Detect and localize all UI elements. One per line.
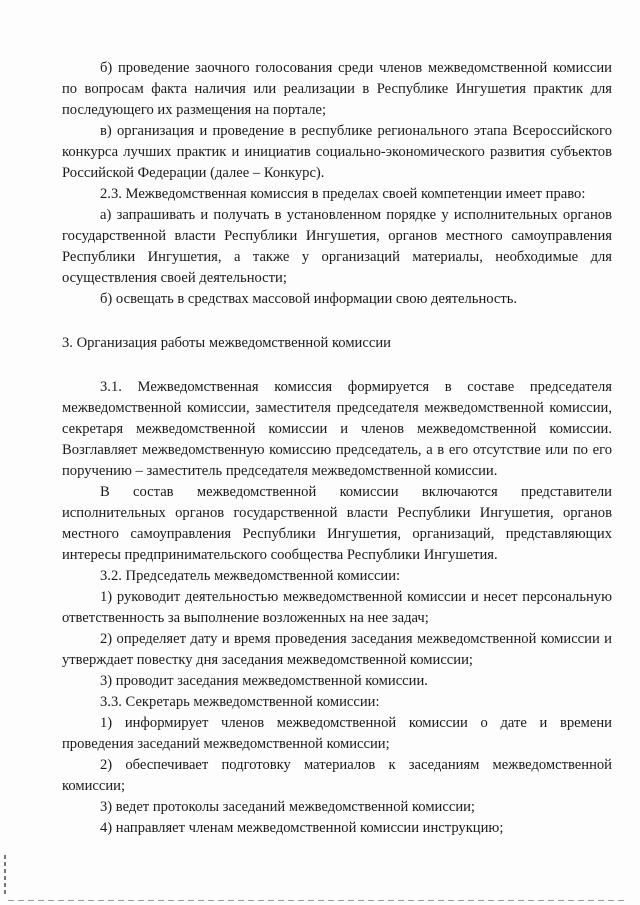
paragraph-secretary-duty-4: 4) направляет членам межведомственной комиссии инструкцию; <box>100 820 504 836</box>
paragraph-chairman-duty-1: 1) руководит деятельностью межведомственной комиссии и несет персональную ответственность за выполнение возложенных на нее задач; <box>62 589 612 626</box>
paragraph-2-3-rights: 2.3. Межведомственная комиссия в пределах своей компетенции имеет право: <box>100 186 586 202</box>
paragraph-composition: В состав межведомственной комиссии включаются представители исполнительных органов государственной власти Республики Ингушетия, органов местного самоуправления Республики Ингушетия, организаций, представляющих интересы предпринимательского сообщества Республики Ингушетия. <box>62 484 612 563</box>
paragraph-3-1-formation: 3.1. Межведомственная комиссия формируется в составе председателя межведомственной комиссии, заместителя председателя межведомственной комиссии, секретаря межведомственной комиссии и членов межведомственной комиссии. Возглавляет межведомственную комиссию председатель, а в его отсутствие или по его поручению – заместитель председателя межведомственной комиссии. <box>62 379 612 479</box>
section-heading: 3. Организация работы межведомственной комиссии <box>62 335 391 351</box>
scan-edge-mark <box>4 855 6 895</box>
paragraph-item-v-contest: в) организация и проведение в республике регионального этапа Всероссийского конкурса лучших практик и инициатив социально-экономического развития субъектов Российской Федерации (далее – Конкурс). <box>62 123 612 181</box>
paragraph-chairman-duty-3: 3) проводит заседания межведомственной комиссии. <box>100 673 428 689</box>
paragraph-chairman-duty-2: 2) определяет дату и время проведения заседания межведомственной комиссии и утверждает повестку дня заседания межведомственной комиссии; <box>62 631 612 668</box>
paragraph-right-a-request: а) запрашивать и получать в установленном порядке у исполнительных органов государственной власти Республики Ингушетия, органов местного самоуправления Республики Ингушетия, а также у организаций материалы, необходимые для осуществления своей деятельности; <box>62 207 612 286</box>
paragraph-3-3-secretary: 3.3. Секретарь межведомственной комиссии: <box>100 694 380 710</box>
paragraph-right-b-media: б) освещать в средствах массовой информации свою деятельность. <box>100 291 518 307</box>
paragraph-item-b-voting: б) проведение заочного голосования среди членов межведомственной комиссии по вопросам факта наличия или реализации в Республике Ингушетия практик для последующего их размещения на портале; <box>62 60 612 118</box>
paragraph-secretary-duty-2: 2) обеспечивает подготовку материалов к заседаниям межведомственной комиссии; <box>62 757 612 794</box>
paragraph-3-2-chairman: 3.2. Председатель межведомственной комиссии: <box>100 568 401 584</box>
document-body <box>62 58 612 839</box>
paragraph-secretary-duty-3: 3) ведет протоколы заседаний межведомственной комиссии; <box>100 799 475 815</box>
paragraph-secretary-duty-1: 1) информирует членов межведомственной комиссии о дате и времени проведения заседаний межведомственной комиссии; <box>62 715 612 752</box>
scan-bottom-edge <box>8 900 628 901</box>
